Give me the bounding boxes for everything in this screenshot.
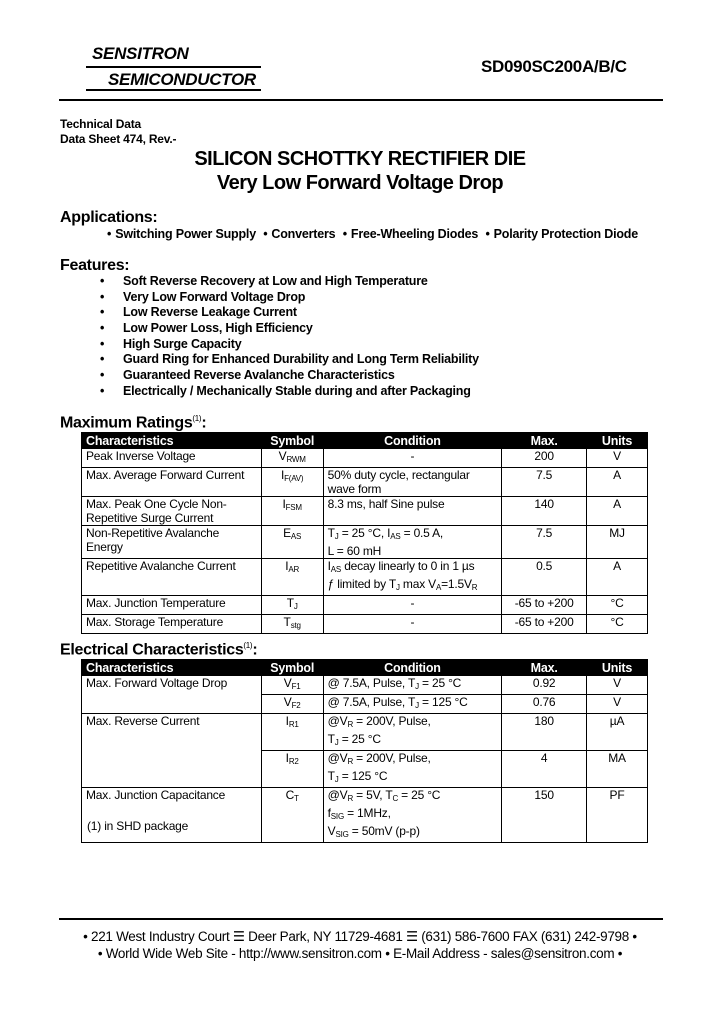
electrical-characteristics-heading: Electrical Characteristics$^{(1)}$: xyxy=(60,641,258,659)
symbol-cell: $C_T$ xyxy=(261,788,323,843)
maximum-ratings-table xyxy=(81,432,648,634)
feature-text: Soft Reverse Recovery at Low and High Temperature xyxy=(123,274,428,288)
bullet-icon: • xyxy=(100,289,105,304)
bullet-icon: • xyxy=(100,321,105,336)
maximum-ratings-heading: Maximum Ratings$^{(1)}$: xyxy=(60,414,207,432)
max-cell: 0.5 xyxy=(502,559,587,596)
feature-item xyxy=(100,337,479,353)
max-cell: 180 xyxy=(502,714,587,751)
feature-item xyxy=(100,290,479,306)
table-row xyxy=(82,676,648,695)
unit-cell: A xyxy=(587,497,648,526)
symbol-cell: $I_{AR}$ xyxy=(261,559,323,596)
bullet-icon: • xyxy=(342,227,347,241)
symbol-cell: $V_{F2}$ xyxy=(261,695,323,714)
symbol-cell: $I_{F(AV)}$ xyxy=(261,468,323,497)
unit-cell: V xyxy=(587,676,648,695)
symbol-cell: $I_{FSM}$ xyxy=(261,497,323,526)
condition-cell: - xyxy=(323,596,502,615)
feature-text: Low Reverse Leakage Current xyxy=(123,305,297,320)
bullet-icon: • xyxy=(100,383,105,398)
unit-cell: °C xyxy=(587,596,648,615)
column-header: Symbol xyxy=(261,660,323,676)
characteristic-cell: Peak Inverse Voltage xyxy=(82,449,262,468)
data-sheet-label: Data Sheet 474, Rev.- xyxy=(60,132,177,146)
document-title: SILICON SCHOTTKY RECTIFIER DIE xyxy=(194,148,526,170)
max-cell: 0.92 xyxy=(502,676,587,695)
technical-data-label: Technical Data xyxy=(60,117,142,131)
max-cell: 150 xyxy=(502,788,587,843)
column-header: Characteristics xyxy=(82,433,262,449)
table-row xyxy=(82,714,648,751)
footer-divider xyxy=(59,918,663,920)
unit-cell: PF xyxy=(587,788,648,843)
characteristic-cell: Max. Average Forward Current xyxy=(82,468,262,497)
table-row xyxy=(82,468,648,497)
header-divider xyxy=(59,99,663,101)
application-item: Free-Wheeling Diodes xyxy=(350,227,479,241)
max-cell: -65 to +200 xyxy=(502,596,587,615)
condition-cell: 8.3 ms, half Sine pulse xyxy=(323,497,502,526)
bullet-icon: • xyxy=(263,227,268,241)
column-header: Units xyxy=(587,433,648,449)
application-item: Switching Power Supply xyxy=(115,227,256,241)
feature-item xyxy=(100,274,479,290)
feature-text: High Surge Capacity xyxy=(123,336,242,351)
table-row xyxy=(82,497,648,526)
max-cell: 4 xyxy=(502,751,587,788)
max-cell: 140 xyxy=(502,497,587,526)
symbol-cell: $T_{stg}$ xyxy=(261,615,323,634)
feature-text: Electrically / Mechanically Stable during and after Packaging xyxy=(123,383,471,398)
electrical-characteristics-table xyxy=(81,659,648,843)
application-item: Polarity Protection Diode xyxy=(493,227,638,241)
characteristic-cell: Max. Junction Temperature xyxy=(82,596,262,615)
characteristic-cell: Max. Forward Voltage Drop xyxy=(82,676,262,714)
characteristic-cell: Non-Repetitive Avalanche Energy xyxy=(82,526,262,559)
symbol-cell: $E_{AS}$ xyxy=(261,526,323,559)
bullet-icon: • xyxy=(100,352,105,367)
condition-cell: $I_{AS}$ decay linearly to 0 in 1 µs ƒ limited by $T_J$ $\max V_A=1.5V_R$ xyxy=(323,559,502,596)
condition-cell: $@V_R = 200V$, Pulse, $T_J = 25$ °C xyxy=(323,714,502,751)
unit-cell: MA xyxy=(587,751,648,788)
symbol-cell: $I_{R1}$ xyxy=(261,714,323,751)
applications-list xyxy=(103,227,638,241)
company-name-line1: SENSITRON xyxy=(92,44,189,63)
part-number: SD090SC200A/B/C xyxy=(481,57,627,76)
table-header-row xyxy=(82,660,648,676)
max-cell: 0.76 xyxy=(502,695,587,714)
feature-text: Low Power Loss, High Efficiency xyxy=(123,321,313,336)
condition-cell: - xyxy=(323,615,502,634)
company-name-line2: SEMICONDUCTOR xyxy=(108,70,256,89)
feature-item xyxy=(100,368,479,384)
unit-cell: A xyxy=(587,468,648,497)
column-header: Max. xyxy=(502,660,587,676)
column-header: Condition xyxy=(323,433,502,449)
table-header-row xyxy=(82,433,648,449)
max-cell: -65 to +200 xyxy=(502,615,587,634)
symbol-cell: $V_{F1}$ xyxy=(261,676,323,695)
bullet-icon: • xyxy=(100,368,105,383)
applications-heading: Applications: xyxy=(60,209,158,226)
characteristic-cell: Max. Junction Capacitance xyxy=(82,788,262,843)
max-cell: 7.5 xyxy=(502,468,587,497)
condition-cell: 50% duty cycle, rectangular wave form xyxy=(323,468,502,497)
table-row xyxy=(82,526,648,559)
symbol-cell: $V_{RWM}$ xyxy=(261,449,323,468)
application-item: Converters xyxy=(271,227,336,241)
feature-item xyxy=(100,321,479,337)
column-header: Max. xyxy=(502,433,587,449)
condition-cell: @ 7.5A, Pulse, $T_J = 125$ °C xyxy=(323,695,502,714)
feature-text: Guard Ring for Enhanced Durability and Long Term Reliability xyxy=(123,352,479,367)
bullet-icon: • xyxy=(100,305,105,320)
bullet-icon: • xyxy=(100,336,105,351)
bullet-icon: • xyxy=(485,227,490,241)
unit-cell: µA xyxy=(587,714,648,751)
unit-cell: A xyxy=(587,559,648,596)
table-row xyxy=(82,615,648,634)
table-row xyxy=(82,596,648,615)
bullet-icon: • xyxy=(100,274,105,288)
column-header: Characteristics xyxy=(82,660,262,676)
column-header: Units xyxy=(587,660,648,676)
footer-web-contact: • World Wide Web Site - http://www.sensitron.com • E-Mail Address - sales@sensitron.com • xyxy=(97,946,623,961)
table-row xyxy=(82,559,648,596)
condition-cell: $@V_R = 200V$, Pulse, $T_J = 125$ °C xyxy=(323,751,502,788)
bullet-icon: • xyxy=(107,227,112,241)
footer-address: • 221 West Industry Court ☰ Deer Park, NY 11729-4681 ☰ (631) 586-7600 FAX (631) 242-9798 • xyxy=(83,929,637,944)
column-header: Symbol xyxy=(261,433,323,449)
condition-cell: - xyxy=(323,449,502,468)
document-subtitle: Very Low Forward Voltage Drop xyxy=(216,172,504,194)
column-header: Condition xyxy=(323,660,502,676)
package-footnote: (1) in SHD package xyxy=(87,819,189,833)
characteristic-cell: Repetitive Avalanche Current xyxy=(82,559,262,596)
condition-cell: $@V_R = 5V$, $T_C = 25$ °C $f_{SIG} = 1MHz$, $V_{SIG} = 50mV$ (p-p) xyxy=(323,788,502,843)
features-list xyxy=(100,274,479,400)
unit-cell: °C xyxy=(587,615,648,634)
condition-cell: @ 7.5A, Pulse, $T_J = 25$ °C xyxy=(323,676,502,695)
feature-text: Very Low Forward Voltage Drop xyxy=(123,289,306,304)
unit-cell: MJ xyxy=(587,526,648,559)
characteristic-cell: Max. Storage Temperature xyxy=(82,615,262,634)
max-cell: 7.5 xyxy=(502,526,587,559)
unit-cell: V xyxy=(587,449,648,468)
features-heading: Features: xyxy=(60,257,130,274)
logo-rule-bottom xyxy=(86,89,261,91)
symbol-cell: $T_J$ xyxy=(261,596,323,615)
feature-item xyxy=(100,352,479,368)
table-row xyxy=(82,449,648,468)
unit-cell: V xyxy=(587,695,648,714)
feature-text: Guaranteed Reverse Avalanche Characteristics xyxy=(123,368,395,383)
max-cell: 200 xyxy=(502,449,587,468)
logo-rule-top xyxy=(86,66,261,68)
condition-cell: $T_J = 25$ °C, $I_{AS} = 0.5$ A, L = 60 mH xyxy=(323,526,502,559)
symbol-cell: $I_{R2}$ xyxy=(261,751,323,788)
feature-item xyxy=(100,384,479,400)
table-row xyxy=(82,788,648,843)
feature-item xyxy=(100,305,479,321)
characteristic-cell: Max. Peak One Cycle Non-Repetitive Surge Current xyxy=(82,497,262,526)
characteristic-cell: Max. Reverse Current xyxy=(82,714,262,788)
